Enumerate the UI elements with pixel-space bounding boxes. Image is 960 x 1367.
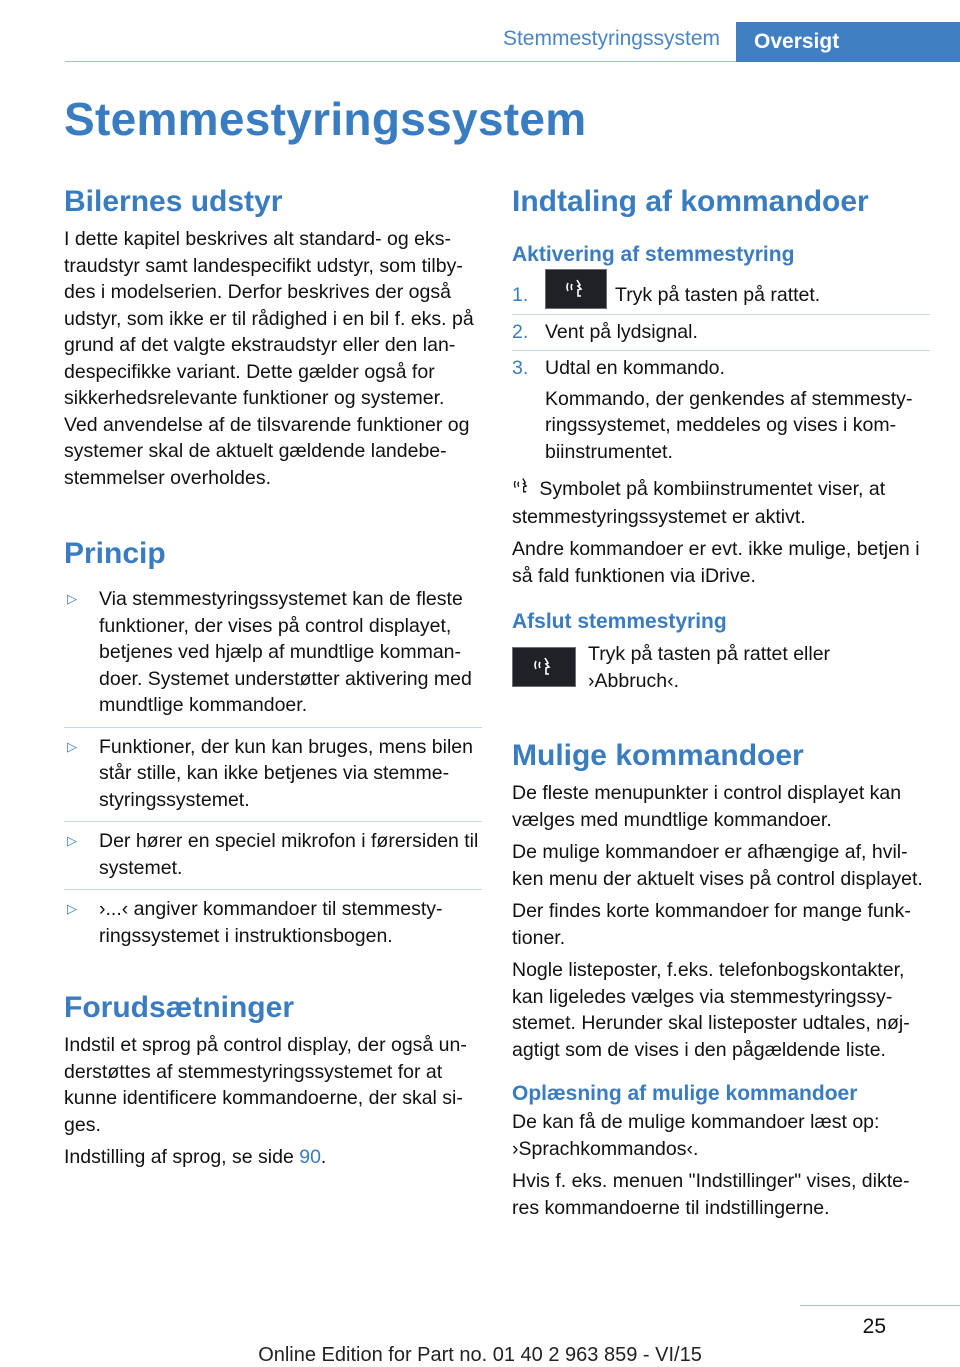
triangle-bullet-icon: ▷ <box>67 591 77 606</box>
step-number: 3. <box>512 357 529 380</box>
list-item: ▷ Der hører en speciel mikrofon i førersiden til systemet. <box>64 822 482 890</box>
afslut-block <box>512 641 930 694</box>
equipment-paragraph: I dette kapitel beskrives alt standard- og ekstraudstyr samt landespecifikt udstyr, som tilbydes i modelserien. Derfor beskrives der også udstyr, som ikke er til rådighed i en bil f. eks. på grund af det valgte ekstraudstyr eller den landespecifikke variant. Dette gælder også for sikkerhedsrelevante funktioner og systemer. Ved anvendelse af de tilsvarende funktioner og systemer skal de aktuelt gældende landebestemmelser overholdes. <box>64 228 474 489</box>
heading-oplaesning: Oplæsning af mulige kommandoer <box>512 1082 858 1106</box>
header-tab-oversigt[interactable]: Oversigt <box>736 22 960 62</box>
mulige-paragraph-1: De fleste menupunkter i control displayet kan vælges med mundtlige kommandoer. <box>512 782 902 831</box>
right-column <box>512 180 930 1221</box>
heading-bilernes-udstyr: Bilernes udstyr <box>64 185 283 218</box>
header-section-title: Stemmestyringssystem <box>502 27 720 50</box>
triangle-bullet-icon: ▷ <box>67 901 77 916</box>
list-item: ▷ Funktioner, der kun kan bruges, mens bilen står stille, kan ikke betjenes via stemmestyringssystemet. <box>64 728 482 823</box>
mulige-paragraph-3: Der findes korte kommandoer for mange funktioner. <box>512 900 911 949</box>
language-requirement-paragraph: Indstil et sprog på control display, der også understøttes af stemmestyringssystemet for at kunne identificere kommandoerne, der skal siges. <box>64 1034 467 1136</box>
other-commands-paragraph: Andre kommandoer er evt. ikke mulige, betjen i så fald funktionen via iDrive. <box>512 538 920 587</box>
voice-command-icon <box>532 655 556 679</box>
triangle-bullet-icon: ▷ <box>67 738 77 754</box>
edition-text: Online Edition for Part no. 01 40 2 963 859 - VI/15 <box>258 1344 702 1366</box>
step-item: 2. Vent på lydsignal. <box>512 315 930 352</box>
page-number: 25 <box>862 1315 886 1338</box>
heading-indtaling: Indtaling af kommandoer <box>512 185 869 218</box>
step-number: 1. <box>512 284 529 306</box>
page-title: Stemmestyringssystem <box>64 93 587 145</box>
heading-afslut: Afslut stemmestyring <box>512 610 727 634</box>
heading-aktivering: Aktivering af stemmestyring <box>512 243 795 266</box>
step-3-description: Kommando, der genkendes af stemmestyringssystemet, meddeles og vises i kombiinstrumentet. <box>545 387 913 463</box>
page-link-90[interactable]: 90 <box>299 1146 321 1168</box>
list-item: ▷ Via stemmestyringssystemet kan de fleste funktioner, der vises på control displayet, betjenes ved hjælp af mundtlige kommandoer. Systemet understøtter aktivering med mundtlige kommandoer. <box>64 580 482 728</box>
header-divider <box>65 61 736 62</box>
footer-divider <box>800 1305 960 1306</box>
page-footer <box>0 1305 960 1366</box>
oplaesning-paragraph-1: De kan få de mulige kommandoer læst op: ›Sprachkommandos‹. <box>512 1111 880 1160</box>
afslut-paragraph: Tryk på tasten på rattet eller ›Abbruch‹. <box>588 643 831 692</box>
step-item: 3. Udtal en kommando. Kommando, der genkendes af stemmestyringssystemet, meddeles og vises i kombiinstrumentet. <box>512 351 930 470</box>
mulige-paragraph-2: De mulige kommandoer er afhængige af, hvilken menu der aktuelt vises på control displayet. <box>512 841 923 890</box>
princip-list <box>64 580 482 957</box>
list-item: ▷ ›...‹ angiver kommandoer til stemmestyringssystemet i instruktionsbogen. <box>67 898 443 947</box>
voice-command-icon <box>564 277 588 301</box>
heading-princip: Princip <box>64 537 166 570</box>
voice-button-icon <box>545 269 607 309</box>
language-setting-paragraph: Indstilling af sprog, se side 90. <box>64 1146 327 1168</box>
step-item: 1. Tryk på tasten på rattet. <box>512 278 930 315</box>
symbol-paragraph: Symbolet på kombiinstrumentet viser, at stemmestyringssystemet er aktivt. <box>512 478 886 528</box>
heading-mulige-kommandoer: Mulige kommandoer <box>512 739 804 773</box>
voice-button-icon <box>512 647 576 687</box>
oplaesning-paragraph-2: Hvis f. eks. menuen "Indstillinger" vises, dikteres kommandoerne til indstillingerne. <box>512 1170 910 1219</box>
voice-symbol-icon <box>512 476 534 504</box>
activation-steps <box>512 278 930 470</box>
step-number: 2. <box>512 320 529 343</box>
triangle-bullet-icon: ▷ <box>67 833 77 848</box>
page-header <box>0 0 960 62</box>
mulige-paragraph-4: Nogle listeposter, f.eks. telefonbogskontakter, kan ligeledes vælges via stemmestyringssystemet. Herunder skal listeposter udtales, nøjagtigt som de vises i den pågældende liste. <box>512 959 910 1061</box>
heading-forudsaetninger: Forudsætninger <box>64 991 294 1024</box>
left-column <box>64 180 482 1171</box>
